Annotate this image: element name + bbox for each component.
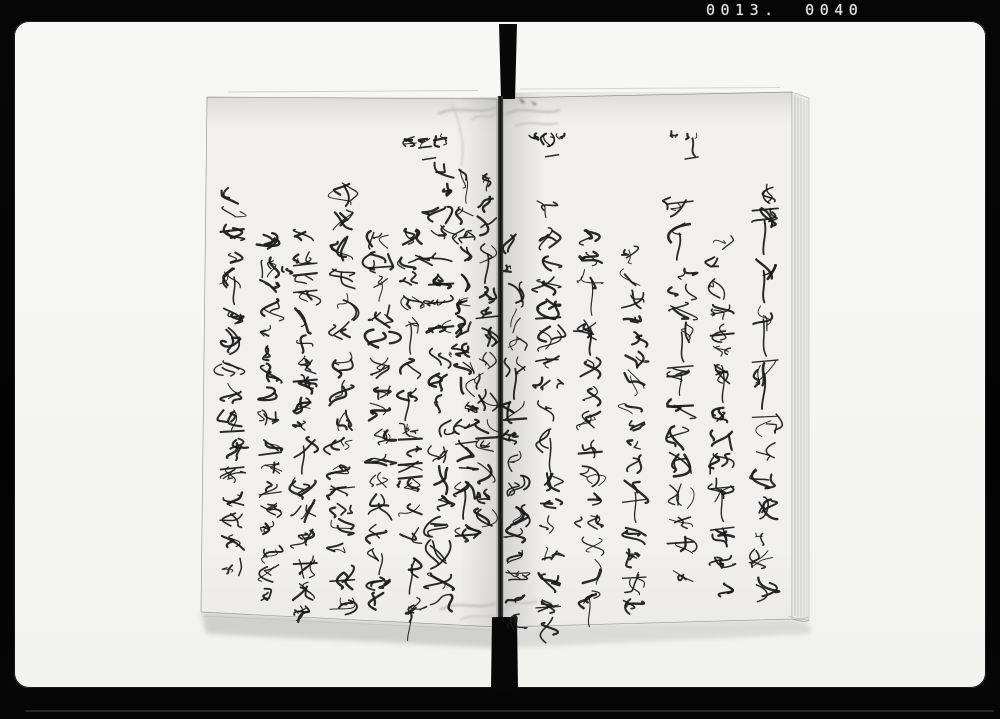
frame-counter-stamp: 0013. 0040 — [706, 1, 864, 19]
book-spread — [201, 24, 810, 689]
